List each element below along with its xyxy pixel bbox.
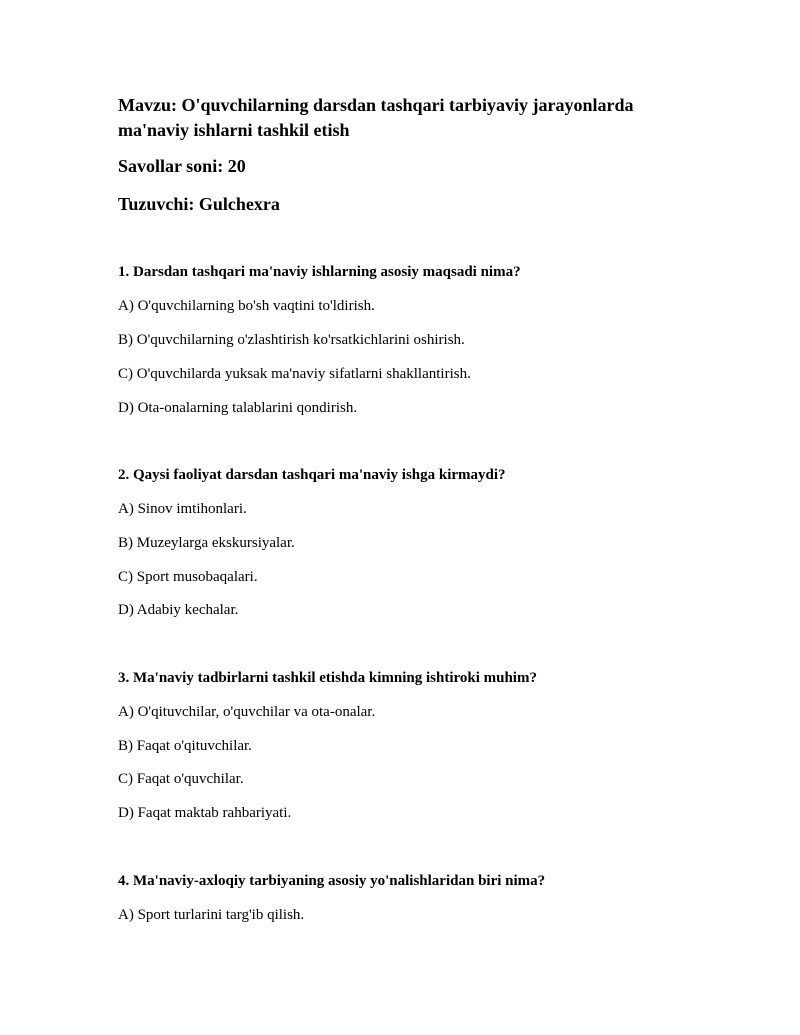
question-1 — [118, 262, 718, 416]
author-line: Tuzuvchi: Gulchexra — [118, 194, 280, 214]
question-text: 4. Ma'naviy-axloqiy tarbiyaning asosiy yo'nalishlaridan biri nima? — [118, 873, 546, 889]
question-text: 3. Ma'naviy tadbirlarni tashkil etishda kimning ishtiroki muhim? — [118, 670, 537, 686]
answer-option-a: A) O'qituvchilar, o'quvchilar va ota-onalar. — [118, 704, 376, 720]
question-text: 1. Darsdan tashqari ma'naviy ishlarning asosiy maqsadi nima? — [118, 264, 521, 280]
answer-option-d: D) Ota-onalarning talablarini qondirish. — [118, 400, 358, 416]
question-4 — [118, 871, 718, 923]
question-text: 2. Qaysi faoliyat darsdan tashqari ma'naviy ishga kirmaydi? — [118, 467, 506, 483]
question-3 — [118, 668, 718, 821]
answer-option-d: D) Faqat maktab rahbariyati. — [118, 805, 292, 821]
document-title: Mavzu: O'quvchilarning darsdan tashqari tarbiyaviy jarayonlarda ma'naviy ishlarni tashkil etish — [118, 95, 634, 140]
answer-option-a: A) Sport turlarini targ'ib qilish. — [118, 907, 305, 923]
answer-option-b: B) Muzeylarga ekskursiyalar. — [118, 535, 295, 551]
question-count: Savollar soni: 20 — [118, 156, 246, 176]
answer-option-a: A) Sinov imtihonlari. — [118, 501, 247, 517]
answer-option-b: B) Faqat o'qituvchilar. — [118, 738, 252, 754]
answer-option-c: C) O'quvchilarda yuksak ma'naviy sifatlarni shakllantirish. — [118, 366, 471, 382]
answer-option-c: C) Sport musobaqalari. — [118, 569, 258, 585]
answer-option-a: A) O'quvchilarning bo'sh vaqtini to'ldirish. — [118, 298, 375, 314]
answer-option-b: B) O'quvchilarning o'zlashtirish ko'rsatkichlarini oshirish. — [118, 332, 465, 348]
answer-option-d: D) Adabiy kechalar. — [118, 602, 239, 618]
answer-option-c: C) Faqat o'quvchilar. — [118, 771, 244, 787]
question-2 — [118, 465, 718, 618]
